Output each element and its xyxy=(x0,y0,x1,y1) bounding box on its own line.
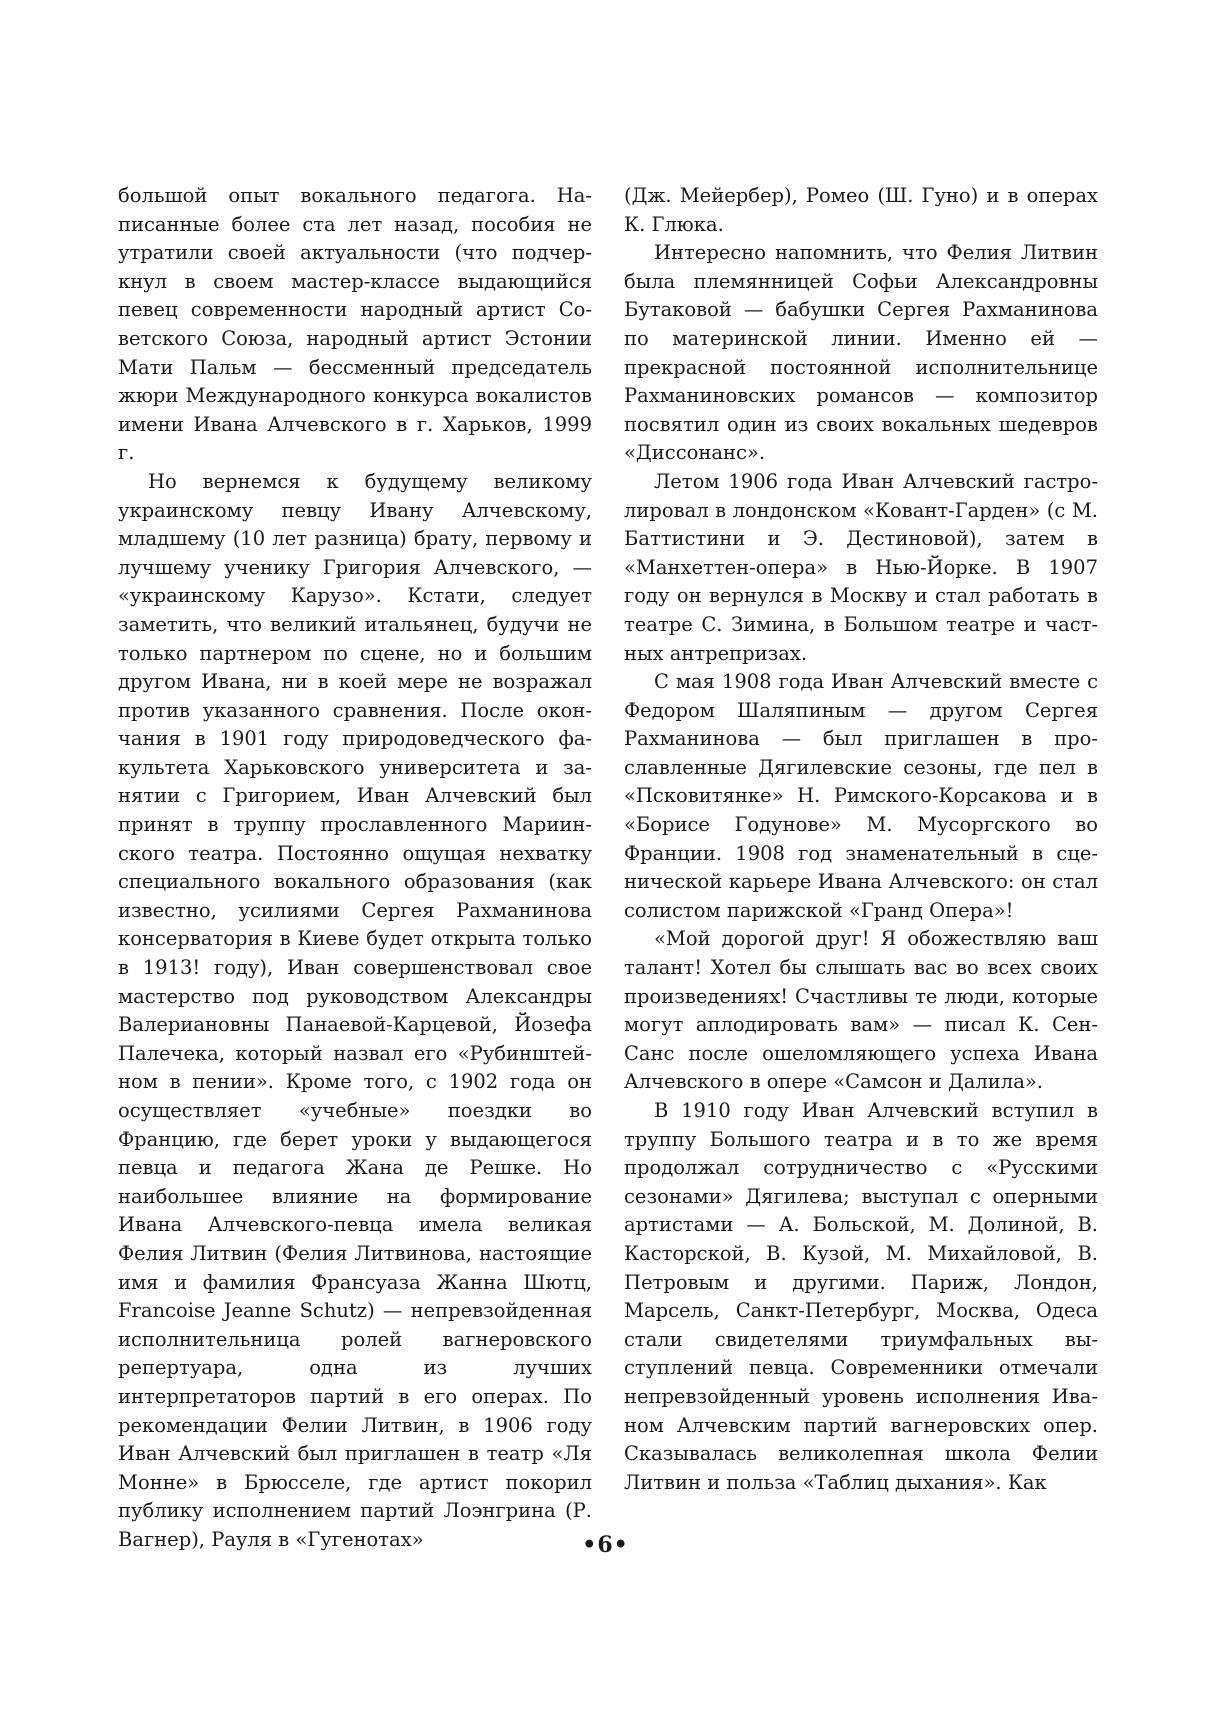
paragraph: Но вернемся к будущему великому украинскому певцу Ивану Алчевскому, младшему (10 лет разница) брату, первому и лучшему ученику Григория Алчевского, — «украинскому Карузо». Кстати, следует заметить, что великий итальянец, будучи не только партнером по сцене, но и большим другом Ивана, ни в коей мере не возражал против указанного сравнения. После окончания в 1901 году природоведческого факультета Харьковского университета и занятии с Григорием, Иван Алчевский был принят в труппу прославленного Мариинского театра. Постоянно ощущая нехватку специального вокального образования (как известно, усилиями Сергея Рахманинова консерватория в Киеве будет открыта только в 1913! году), Иван совершенствовал свое мастерство под руководством Александры Валериановны Панаевой-Карцевой, Йозефа Палечека, который назвал его «Рубинштейном в пении». Кроме того, с 1902 года он осуществляет «учебные» поездки во Францию, где берет уроки у выдающегося певца и педагога Жана де Решке. Но наибольшее влияние на формирование Ивана Алчевского-певца имела великая Фелия Литвин (Фелия Литвинова, настоящие имя и фамилия Франсуаза Жанна Шютц, Francoise Jeanne Schutz) — непревзойденная исполнительница ролей вагнеровского репертуара, одна из лучших интерпретаторов партий в его операх. По рекомендации Фелии Литвин, в 1906 году Иван Алчевский был приглашен в театр «Ля Монне» в Брюсселе, где артист покорил публику исполнением партий Лоэнгрина (Р. Вагнер), Рауля в «Гугенотах» xyxy=(118,469,592,1551)
paragraph: В 1910 году Иван Алчевский вступил в труппу Большого театра и в то же время продолжал сотрудничество с «Русскими сезонами» Дягилева; выступал с оперными артистами — А. Больской, М. Долиной, В. Касторской, В. Кузой, М. Михайловой, В. Петровым и другими. Париж, Лондон, Марсель, Санкт-Петербург, Москва, Одеса стали свидетелями триумфальных выступлений певца. Современники отмечали непревзойденный уровень исполнения Иваном Алчевским партий вагнеровских опер. Сказывалась великолепная школа Фелии Литвин и польза «Таблиц дыхания». Как xyxy=(624,1099,1098,1494)
right-column xyxy=(624,182,1098,1497)
paragraph: (Дж. Мейербер), Ромео (Ш. Гуно) и в операх К. Глюка. xyxy=(624,184,1098,236)
paragraph: «Мой дорогой друг! Я обожествляю ваш талант! Хотел бы слышать вас во всех своих произведениях! Счастливы те люди, которые могут аплодировать вам» — писал К. Сен-Санс после ошеломляющего успеха Ивана Алчевского в опере «Самсон и Далила». xyxy=(624,927,1098,1094)
page-number: •6• xyxy=(582,1532,629,1558)
book-page xyxy=(118,182,1098,1551)
left-column xyxy=(118,182,592,1555)
paragraph: Интересно напомнить, что Фелия Литвин была племянницей Софьи Александровны Бутаковой — бабушки Сергея Рахманинова по материнской линии. Именно ей — прекрасной постоянной исполнительнице Рахманиновских романсов — композитор посвятил один из своих вокальных шедевров «Диссонанс». xyxy=(624,241,1098,465)
paragraph: большой опыт вокального педагога. Написанные более ста лет назад, пособия не утратили своей актуальности (что подчеркнул в своем мастер-классе выдающийся певец современности народный артист Советского Союза, народный артист Эстонии Мати Пальм — бессменный председатель жюри Международного конкурса вокалистов имени Ивана Алчевского в г. Харьков, 1999 г. xyxy=(118,184,592,465)
paragraph: С мая 1908 года Иван Алчевский вместе с Федором Шаляпиным — другом Сергея Рахманинова — был приглашен в прославленные Дягилевские сезоны, где пел в «Псковитянке» Н. Римского-Корсакова и в «Борисе Годунове» М. Мусоргского во Франции. 1908 год знаменательный в сценической карьере Ивана Алчевского: он стал солистом парижской «Гранд Опера»! xyxy=(624,670,1098,922)
paragraph: Летом 1906 года Иван Алчевский гастролировал в лондонском «Ковант-Гарден» (с М. Баттистини и Э. Дестиновой), затем в «Манхеттен-опера» в Нью-Йорке. В 1907 году он вернулся в Москву и стал работать в театре С. Зимина, в Большом театре и частных антрепризах. xyxy=(624,469,1098,665)
